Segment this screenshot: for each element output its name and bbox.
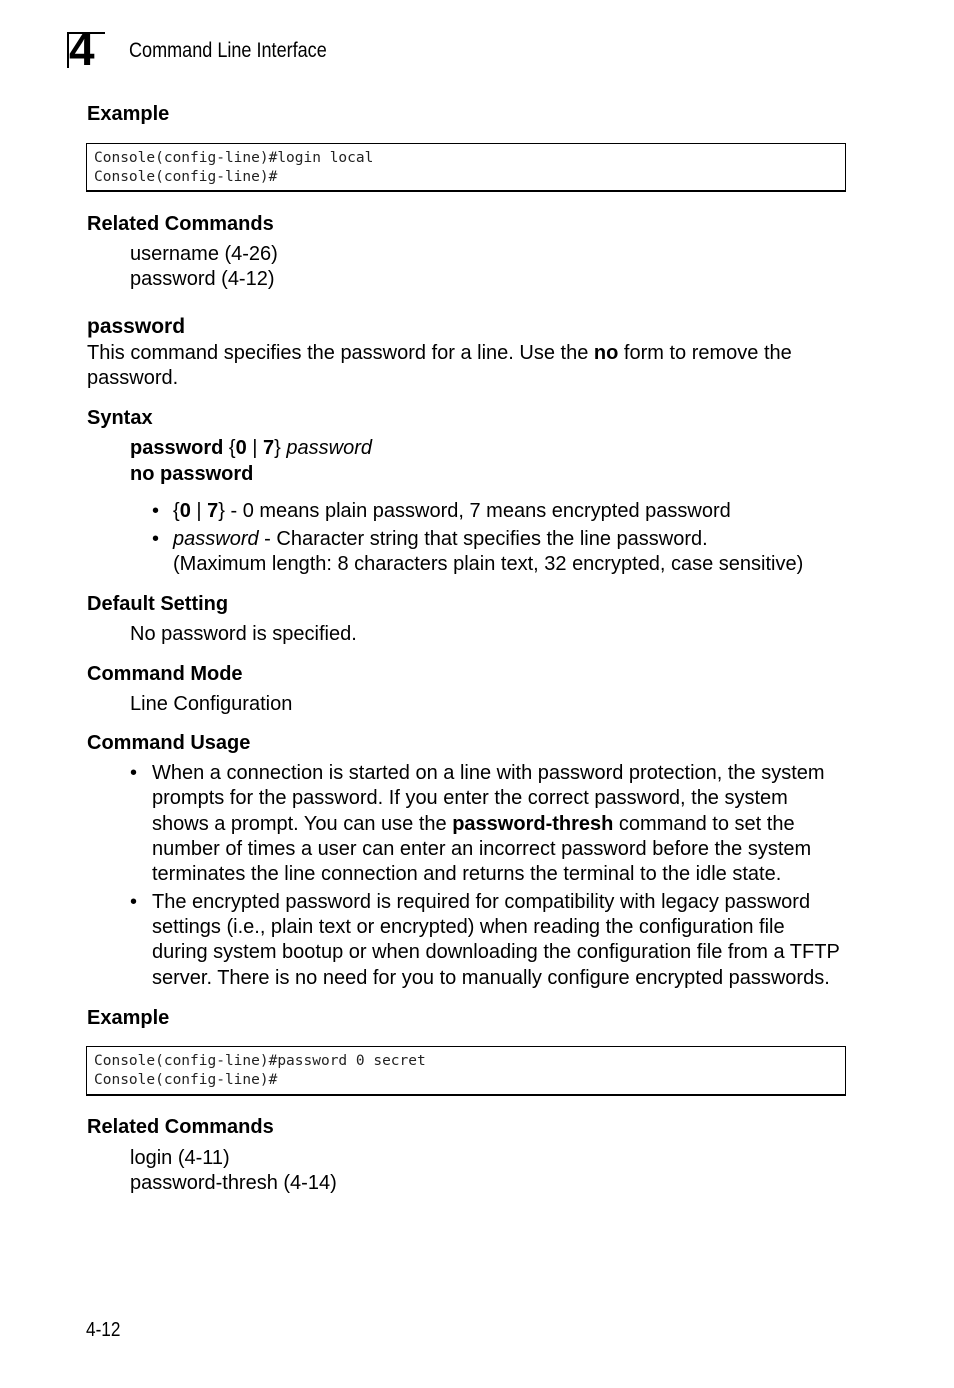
code-line: Console(config-line)# xyxy=(94,1072,278,1088)
syntax-heading: Syntax xyxy=(87,407,153,429)
usage-text: server. There is no need for you to manually configure encrypted passwords. xyxy=(152,967,830,989)
related-commands-heading: Related Commands xyxy=(87,1116,274,1138)
default-setting-text: No password is specified. xyxy=(130,623,357,645)
usage-text: during system bootup or when downloading the configuration file from a TFTP xyxy=(152,941,840,963)
usage-text: number of times a user can enter an incorrect password before the system xyxy=(152,838,812,860)
syntax-bullet-continuation: (Maximum length: 8 characters plain text, 32 encrypted, case sensitive) xyxy=(173,553,804,575)
usage-text: When a connection is started on a line with password protection, the system xyxy=(152,762,825,784)
command-usage-heading: Command Usage xyxy=(87,732,251,754)
bullet-marker: • xyxy=(152,500,160,522)
example-heading: Example xyxy=(87,103,170,125)
syntax-bullet: • password - Character string that specifies the line password. xyxy=(152,528,708,550)
default-setting-heading: Default Setting xyxy=(87,593,229,615)
code-line: Console(config-line)# xyxy=(94,169,278,185)
command-mode-heading: Command Mode xyxy=(87,663,243,685)
related-commands-heading: Related Commands xyxy=(87,213,274,235)
bullet-marker: • xyxy=(130,762,138,784)
syntax-line: password {0 | 7} password xyxy=(130,437,373,459)
page-number: 4-12 xyxy=(86,1319,121,1341)
usage-text: settings (i.e., plain text or encrypted) when reading the configuration file xyxy=(152,916,785,938)
related-command-link[interactable]: password (4-12) xyxy=(130,268,275,290)
example-heading: Example xyxy=(87,1007,170,1029)
code-example-password xyxy=(86,1046,846,1096)
usage-text: terminates the line connection and returns the terminal to the idle state. xyxy=(152,863,782,885)
code-line: Console(config-line)#password 0 secret xyxy=(94,1053,426,1069)
code-example-login xyxy=(86,143,846,192)
code-line: Console(config-line)#login local xyxy=(94,150,374,166)
command-title: password xyxy=(87,315,186,338)
syntax-no-form: no password xyxy=(130,463,254,485)
usage-text: shows a prompt. You can use the password-thresh command to set the xyxy=(152,813,795,835)
usage-text: prompts for the password. If you enter the correct password, the system xyxy=(152,787,788,809)
related-command-link[interactable]: login (4-11) xyxy=(130,1147,230,1169)
chapter-number: 4 xyxy=(69,23,95,75)
bullet-marker: • xyxy=(130,891,138,913)
command-mode-text: Line Configuration xyxy=(130,693,293,715)
usage-text: The encrypted password is required for compatibility with legacy password xyxy=(152,891,811,913)
command-description: This command specifies the password for a line. Use the no form to remove the xyxy=(87,342,792,364)
command-description-line2: password. xyxy=(87,367,179,389)
related-command-link[interactable]: password-thresh (4-14) xyxy=(130,1172,337,1194)
bullet-marker: • xyxy=(152,528,160,550)
related-command-link[interactable]: username (4-26) xyxy=(130,243,278,265)
running-header-title: Command Line Interface xyxy=(129,39,327,62)
syntax-bullet: • {0 | 7} - 0 means plain password, 7 means encrypted password xyxy=(152,500,731,522)
